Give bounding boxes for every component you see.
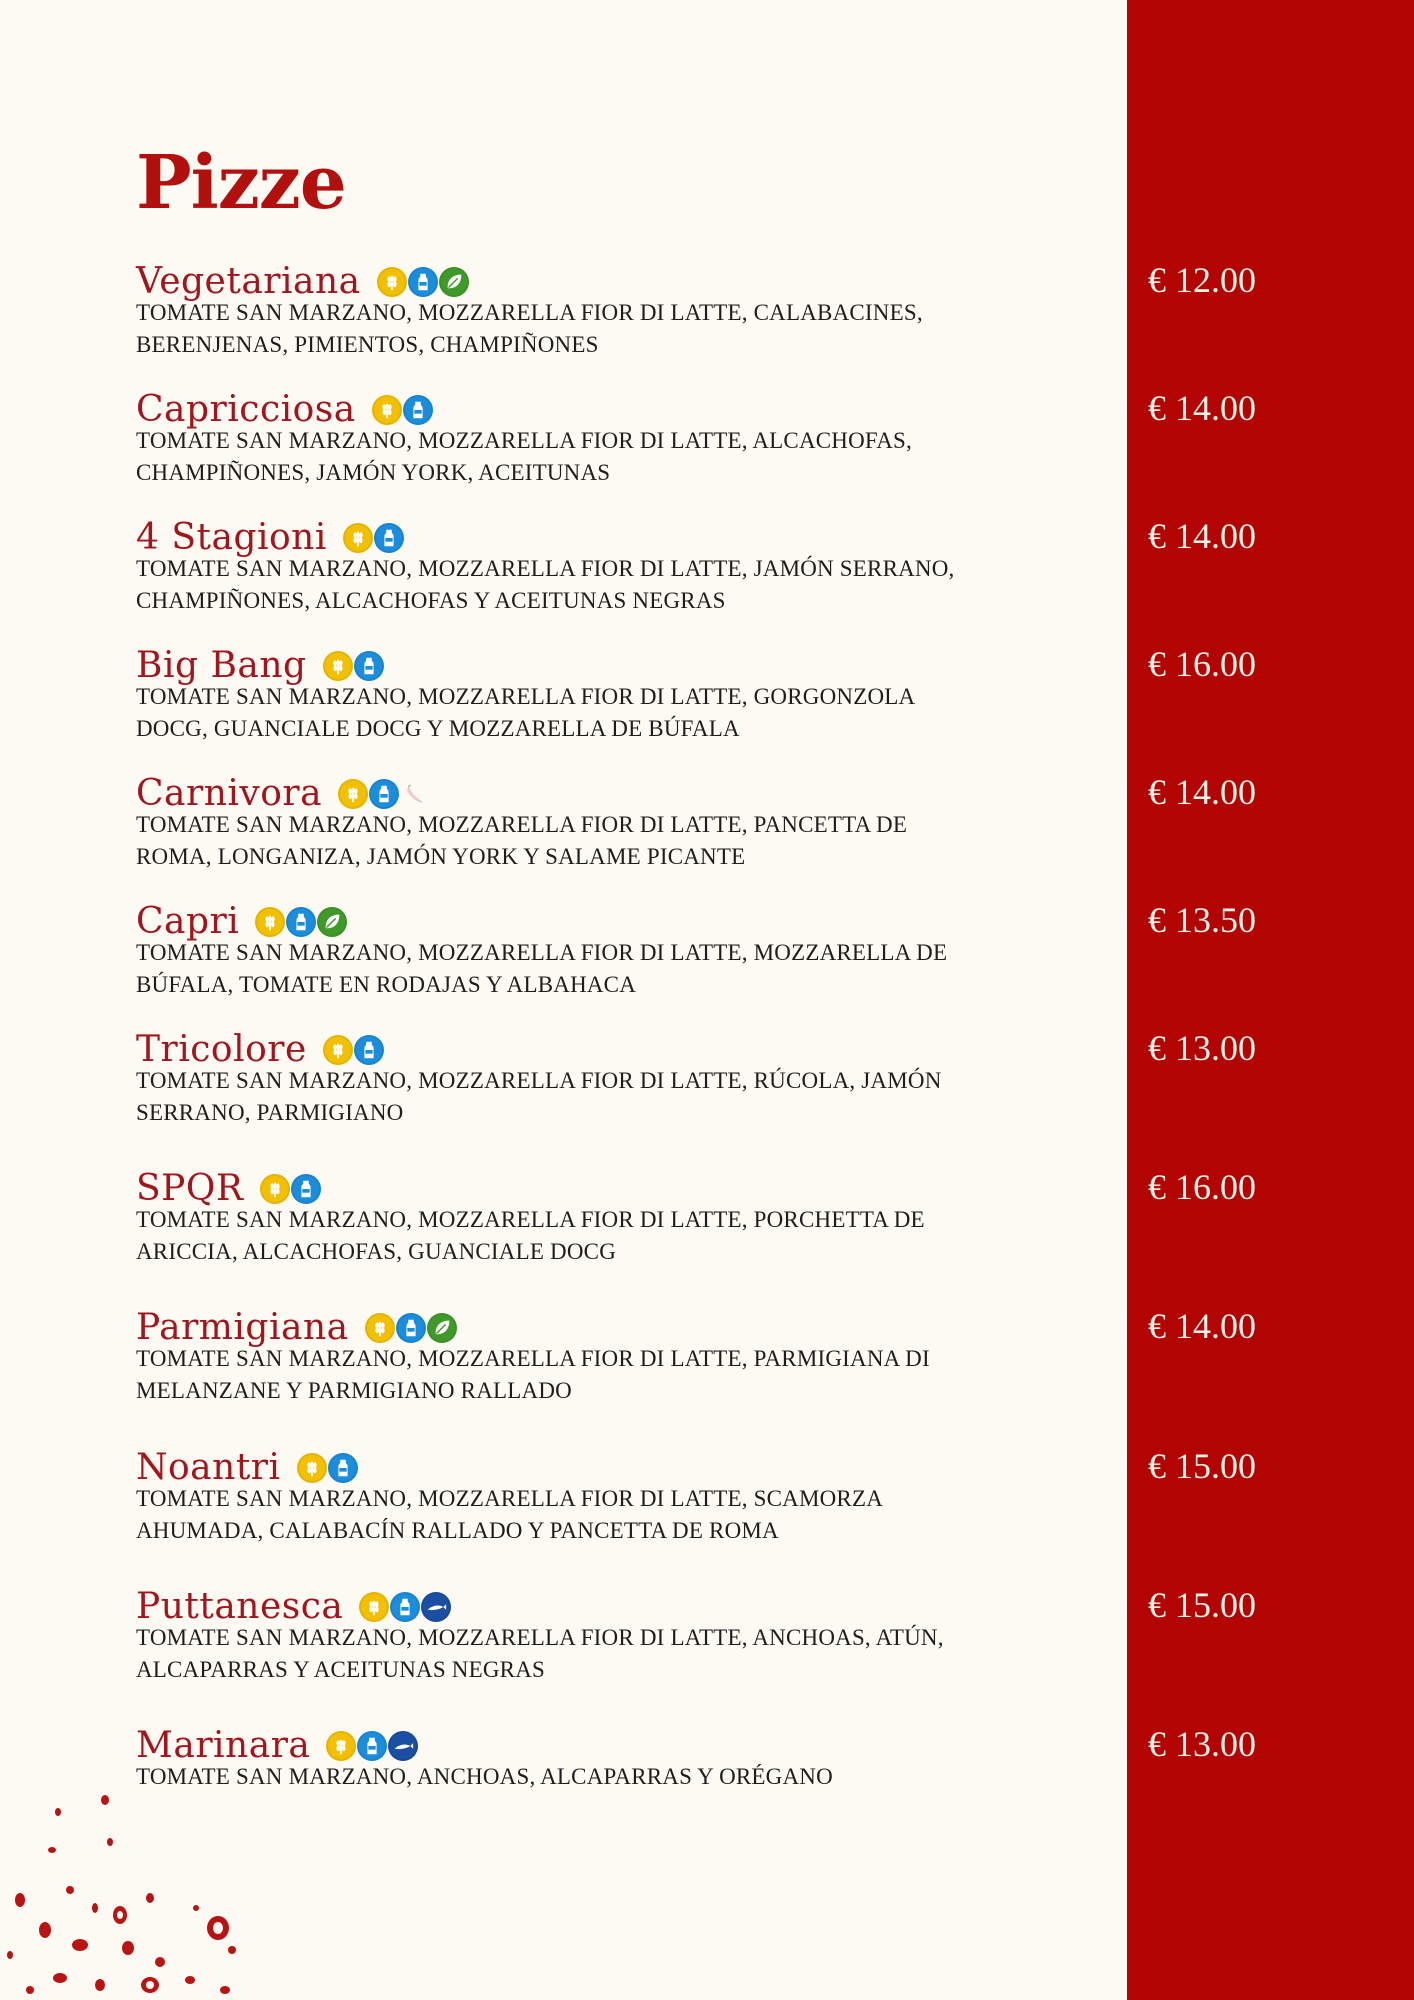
fish-icon xyxy=(421,1592,451,1622)
fish-icon xyxy=(388,1731,418,1761)
item-name: Puttanesca xyxy=(136,1586,344,1627)
allergen-icons xyxy=(255,907,348,937)
gluten-icon xyxy=(297,1453,327,1483)
vegetarian-icon xyxy=(317,907,347,937)
gluten-icon xyxy=(255,907,285,937)
lactose-icon xyxy=(291,1174,321,1204)
lactose-icon xyxy=(328,1453,358,1483)
item-description: TOMATE SAN MARZANO, MOZZARELLA FIOR DI LATTE, ANCHOAS, ATÚN, ALCAPARRAS Y ACEITUNAS NEGRAS xyxy=(136,1625,944,1682)
item-description: TOMATE SAN MARZANO, MOZZARELLA FIOR DI LATTE, GORGONZOLA DOCG, GUANCIALE DOCG Y MOZZARELLA DE BÚFALA xyxy=(136,684,915,741)
allergen-icons xyxy=(260,1174,322,1204)
lactose-icon xyxy=(354,1035,384,1065)
item-price: € 13.00 xyxy=(1148,1724,1256,1764)
gluten-icon xyxy=(365,1313,395,1343)
item-name: Carnivora xyxy=(136,773,323,814)
gluten-icon xyxy=(377,267,407,297)
allergen-icons xyxy=(297,1453,359,1483)
item-name: Vegetariana xyxy=(136,261,361,302)
item-name: Capri xyxy=(136,901,240,942)
item-price: € 14.00 xyxy=(1148,772,1256,812)
item-price: € 12.00 xyxy=(1148,260,1256,300)
vegetarian-icon xyxy=(439,267,469,297)
gluten-icon xyxy=(343,523,373,553)
item-description: TOMATE SAN MARZANO, MOZZARELLA FIOR DI LATTE, SCAMORZA AHUMADA, CALABACÍN RALLADO Y PANCETTA DE ROMA xyxy=(136,1486,882,1543)
item-description: TOMATE SAN MARZANO, MOZZARELLA FIOR DI LATTE, PANCETTA DE ROMA, LONGANIZA, JAMÓN YORK Y SALAME PICANTE xyxy=(136,812,908,869)
allergen-icons xyxy=(377,267,470,297)
gluten-icon xyxy=(260,1174,290,1204)
item-name: 4 Stagioni xyxy=(136,517,327,558)
item-price: € 16.00 xyxy=(1148,644,1256,684)
allergen-icons xyxy=(343,523,405,553)
item-name: Noantri xyxy=(136,1447,281,1488)
allergen-icons xyxy=(338,779,431,809)
item-price: € 14.00 xyxy=(1148,388,1256,428)
item-name: Capricciosa xyxy=(136,389,356,430)
page-title: Pizze xyxy=(136,140,346,226)
gluten-icon xyxy=(323,1035,353,1065)
vegetarian-icon xyxy=(427,1313,457,1343)
gluten-icon xyxy=(372,395,402,425)
allergen-icons xyxy=(326,1731,419,1761)
item-description: TOMATE SAN MARZANO, MOZZARELLA FIOR DI LATTE, MOZZARELLA DE BÚFALA, TOMATE EN RODAJAS Y ALBAHACA xyxy=(136,940,948,997)
item-name: Marinara xyxy=(136,1725,311,1766)
lactose-icon xyxy=(286,907,316,937)
chili-icon xyxy=(400,779,430,809)
lactose-icon xyxy=(374,523,404,553)
item-description: TOMATE SAN MARZANO, MOZZARELLA FIOR DI LATTE, RÚCOLA, JAMÓN SERRANO, PARMIGIANO xyxy=(136,1068,942,1125)
gluten-icon xyxy=(338,779,368,809)
lactose-icon xyxy=(390,1592,420,1622)
lactose-icon xyxy=(369,779,399,809)
allergen-icons xyxy=(323,1035,385,1065)
lactose-icon xyxy=(357,1731,387,1761)
item-price: € 14.00 xyxy=(1148,516,1256,556)
item-price: € 15.00 xyxy=(1148,1446,1256,1486)
allergen-icons xyxy=(365,1313,458,1343)
item-name: Parmigiana xyxy=(136,1307,349,1348)
gluten-icon xyxy=(359,1592,389,1622)
item-price: € 15.00 xyxy=(1148,1585,1256,1625)
item-price: € 13.00 xyxy=(1148,1028,1256,1068)
sauce-splatter-decoration xyxy=(0,1780,260,2000)
item-price: € 16.00 xyxy=(1148,1167,1256,1207)
item-description: TOMATE SAN MARZANO, MOZZARELLA FIOR DI LATTE, ALCACHOFAS, CHAMPIÑONES, JAMÓN YORK, ACEITUNAS xyxy=(136,428,912,485)
lactose-icon xyxy=(408,267,438,297)
item-description: TOMATE SAN MARZANO, MOZZARELLA FIOR DI LATTE, JAMÓN SERRANO, CHAMPIÑONES, ALCACHOFAS Y ACEITUNAS NEGRAS xyxy=(136,556,955,613)
item-description: TOMATE SAN MARZANO, MOZZARELLA FIOR DI LATTE, PARMIGIANA DI MELANZANE Y PARMIGIANO RALLADO xyxy=(136,1346,930,1403)
item-name: Tricolore xyxy=(136,1029,307,1070)
item-price: € 13.50 xyxy=(1148,900,1256,940)
gluten-icon xyxy=(326,1731,356,1761)
gluten-icon xyxy=(323,651,353,681)
allergen-icons xyxy=(372,395,434,425)
item-description: TOMATE SAN MARZANO, MOZZARELLA FIOR DI LATTE, CALABACINES, BERENJENAS, PIMIENTOS, CHAMPIÑONES xyxy=(136,300,923,357)
item-name: Big Bang xyxy=(136,645,307,686)
item-description: TOMATE SAN MARZANO, MOZZARELLA FIOR DI LATTE, PORCHETTA DE ARICCIA, ALCACHOFAS, GUANCIALE DOCG xyxy=(136,1207,925,1264)
item-description: TOMATE SAN MARZANO, ANCHOAS, ALCAPARRAS Y ORÉGANO xyxy=(136,1764,833,1789)
lactose-icon xyxy=(396,1313,426,1343)
allergen-icons xyxy=(323,651,385,681)
lactose-icon xyxy=(403,395,433,425)
lactose-icon xyxy=(354,651,384,681)
allergen-icons xyxy=(359,1592,452,1622)
item-name: SPQR xyxy=(136,1168,244,1209)
item-price: € 14.00 xyxy=(1148,1306,1256,1346)
